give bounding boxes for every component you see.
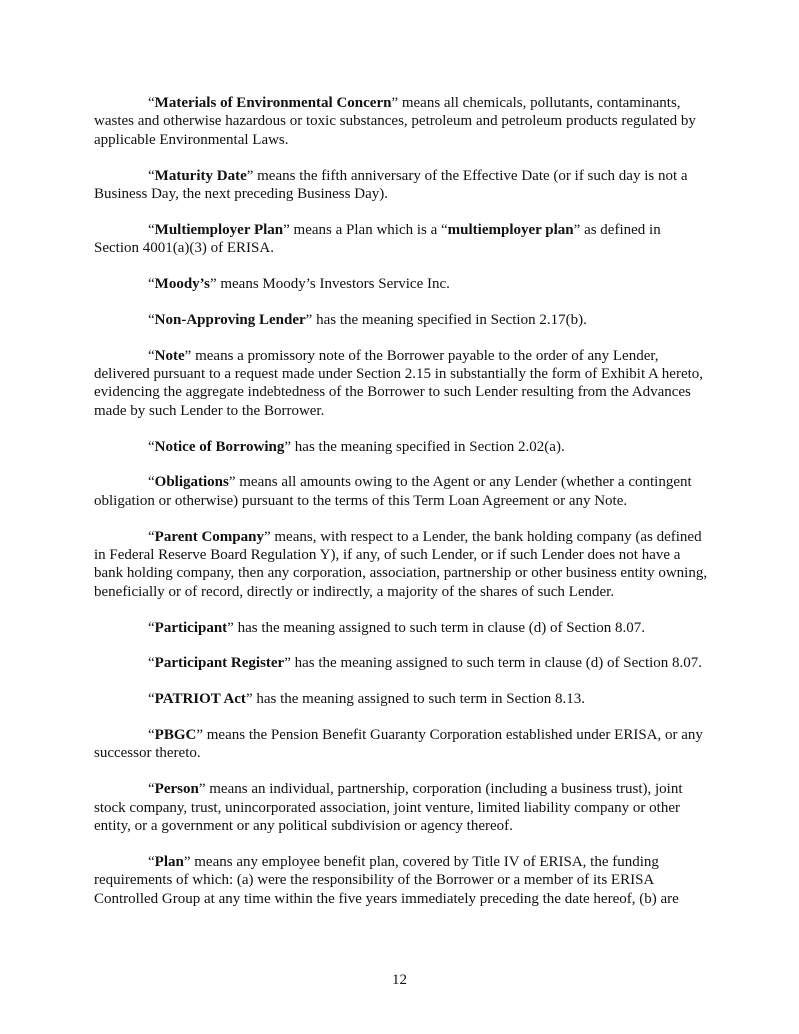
definition-patriot-act: “PATRIOT Act” has the meaning assigned to such term in Section 8.13. <box>148 691 586 708</box>
defined-term: Non-Approving Lender <box>154 311 306 328</box>
defined-term: Materials of Environmental Concern <box>154 95 392 111</box>
defined-term: PBGC <box>154 727 197 744</box>
definition-materials-of-environmental-concern: “Materials of Environmental Concern” means all chemicals, pollutants, contaminants, wastes and otherwise hazardous or toxic substances, petroleum and petroleum products regulated by applicable Environmental Laws. <box>94 95 696 148</box>
defined-term: Moody’s <box>154 276 210 293</box>
defined-term: Maturity Date <box>154 167 247 184</box>
definition-participant: “Participant” has the meaning assigned to such term in clause (d) of Section 8.07. <box>148 619 645 636</box>
defined-term-secondary: multiemployer plan <box>447 221 574 238</box>
definition-parent-company: “Parent Company” means, with respect to a Lender, the bank holding company (as defined in Federal Reserve Board Regulation Y), if any, of such Lender, or if such Lender does not have a bank holding company, then any corporation, association, partnership or other business entity owning, beneficially or of record, directly or indirectly, a majority of the shares of such Lender. <box>94 528 708 600</box>
defined-term: Notice of Borrowing <box>154 438 285 455</box>
definition-plan: “Plan” means any employee benefit plan, covered by Title IV of ERISA, the funding requirements of which: (a) were the responsibility of the Borrower or a member of its ERISA Controlled Group at any time within the five years immediately preceding the date hereof, (b) are <box>94 853 679 907</box>
defined-term: Participant <box>154 619 228 636</box>
definition-moodys: “Moody’s” means Moody’s Investors Service Inc. <box>148 276 450 293</box>
defined-term: Person <box>154 781 199 798</box>
definition-pbgc: “PBGC” means the Pension Benefit Guaranty Corporation established under ERISA, or any successor thereto. <box>94 727 703 762</box>
definition-non-approving-lender: “Non-Approving Lender” has the meaning specified in Section 2.17(b). <box>148 311 587 328</box>
defined-term: Note <box>154 347 185 364</box>
definition-notice-of-borrowing: “Notice of Borrowing” has the meaning specified in Section 2.02(a). <box>148 438 565 455</box>
definition-obligations: “Obligations” means all amounts owing to the Agent or any Lender (whether a contingent obligation or otherwise) pursuant to the terms of this Term Loan Agreement or any Note. <box>94 474 692 509</box>
definition-multiemployer-plan: “Multiemployer Plan” means a Plan which is a “multiemployer plan” as defined in Section 4001(a)(3) of ERISA. <box>94 221 661 257</box>
defined-term: Parent Company <box>154 528 264 545</box>
document-body <box>94 94 708 908</box>
definition-person: “Person” means an individual, partnership, corporation (including a business trust), joint stock company, trust, unincorporated association, joint venture, limited liability company or other entity, or a government or any political subdivision or agency thereof. <box>94 781 683 835</box>
definition-participant-register: “Participant Register” has the meaning assigned to such term in clause (d) of Section 8.07. <box>148 655 703 672</box>
definition-note: “Note” means a promissory note of the Borrower payable to the order of any Lender, delivered pursuant to a request made under Section 2.15 in substantially the form of Exhibit A hereto, evidencing the aggregate indebtedness of the Borrower to such Lender resulting from the Advances made by such Lender to the Borrower. <box>94 347 704 419</box>
defined-term: Participant Register <box>154 655 285 672</box>
defined-term: PATRIOT Act <box>154 691 246 708</box>
page-number: 12 <box>392 972 407 988</box>
defined-term: Multiemployer Plan <box>154 221 284 238</box>
defined-term: Obligations <box>154 474 229 491</box>
definition-maturity-date: “Maturity Date” means the fifth anniversary of the Effective Date (or if such day is not a Business Day, the next preceding Business Day). <box>94 167 688 203</box>
defined-term: Plan <box>154 853 184 870</box>
